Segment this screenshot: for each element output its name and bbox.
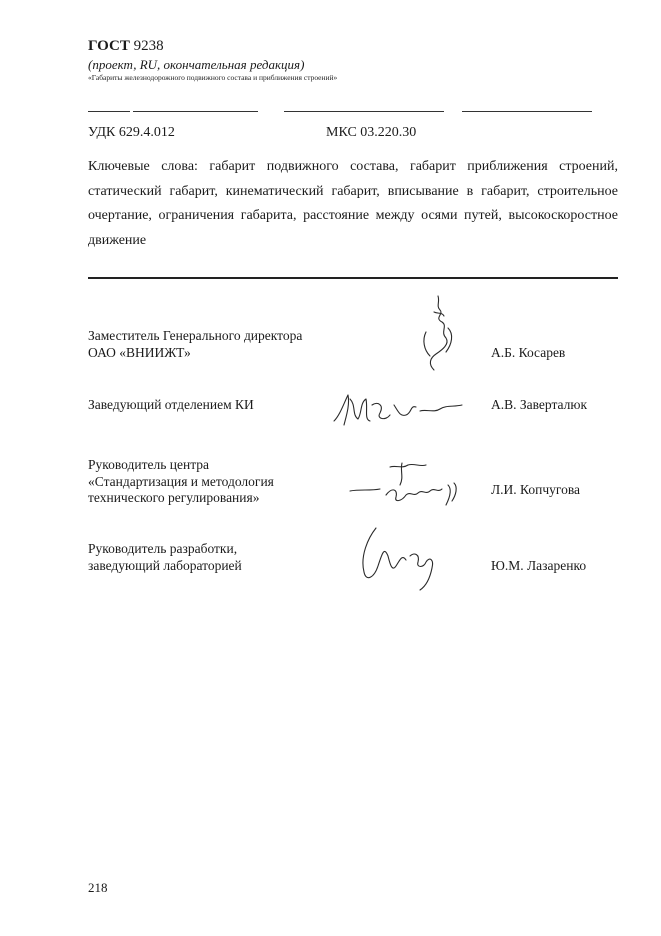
document-status: (проект, RU, окончательная редакция) <box>88 57 305 72</box>
separator-segment <box>88 111 130 112</box>
position-line: Заведующий отделением КИ <box>88 397 254 412</box>
position-line: технического регулирования» <box>88 490 260 505</box>
signatory-name: Л.И. Копчугова <box>491 482 581 497</box>
udk-code: УДК 629.4.012 <box>88 125 175 140</box>
signatory-name: А.Б. Косарев <box>491 345 566 360</box>
position-line: Руководитель разработки, <box>88 541 238 556</box>
section-divider <box>88 277 618 279</box>
handwritten-signature <box>330 375 480 455</box>
document-header-title <box>88 38 164 55</box>
position-line: Руководитель центра <box>88 457 210 472</box>
separator-segment <box>462 111 592 112</box>
keywords-paragraph: Ключевые слова: габарит подвижного состава, габарит приближения строений, статический габарит, кинематический габарит, вписывание в габарит, строительное очертание, ограничения габарита, расстояние между осями путей, высокоскоростное движение <box>88 159 618 248</box>
page-number: 218 <box>88 880 108 895</box>
standard-prefix: ГОСТ <box>88 38 130 54</box>
signatory-name: А.В. Заверталюк <box>491 397 588 412</box>
position-line: заведующий лабораторией <box>88 557 242 573</box>
position-line: ОАО «ВНИИЖТ» <box>88 344 191 360</box>
separator-segment <box>133 111 258 112</box>
signatory-position <box>88 397 254 414</box>
signatory-position <box>88 541 242 574</box>
signatory-position <box>88 457 274 507</box>
signatory-position <box>88 328 302 361</box>
handwritten-signature <box>330 516 480 596</box>
position-line: Заместитель Генерального директора <box>88 328 303 343</box>
document-title-quote: «Габариты железнодорожного подвижного состава и приближения строений» <box>88 73 338 82</box>
standard-number: 9238 <box>133 38 164 54</box>
separator-segment <box>284 111 444 112</box>
position-line: «Стандартизация и методология <box>88 473 274 489</box>
handwritten-signature <box>330 292 480 372</box>
mks-code: МКС 03.220.30 <box>326 125 417 140</box>
signatory-name: Ю.М. Лазаренко <box>491 558 587 573</box>
